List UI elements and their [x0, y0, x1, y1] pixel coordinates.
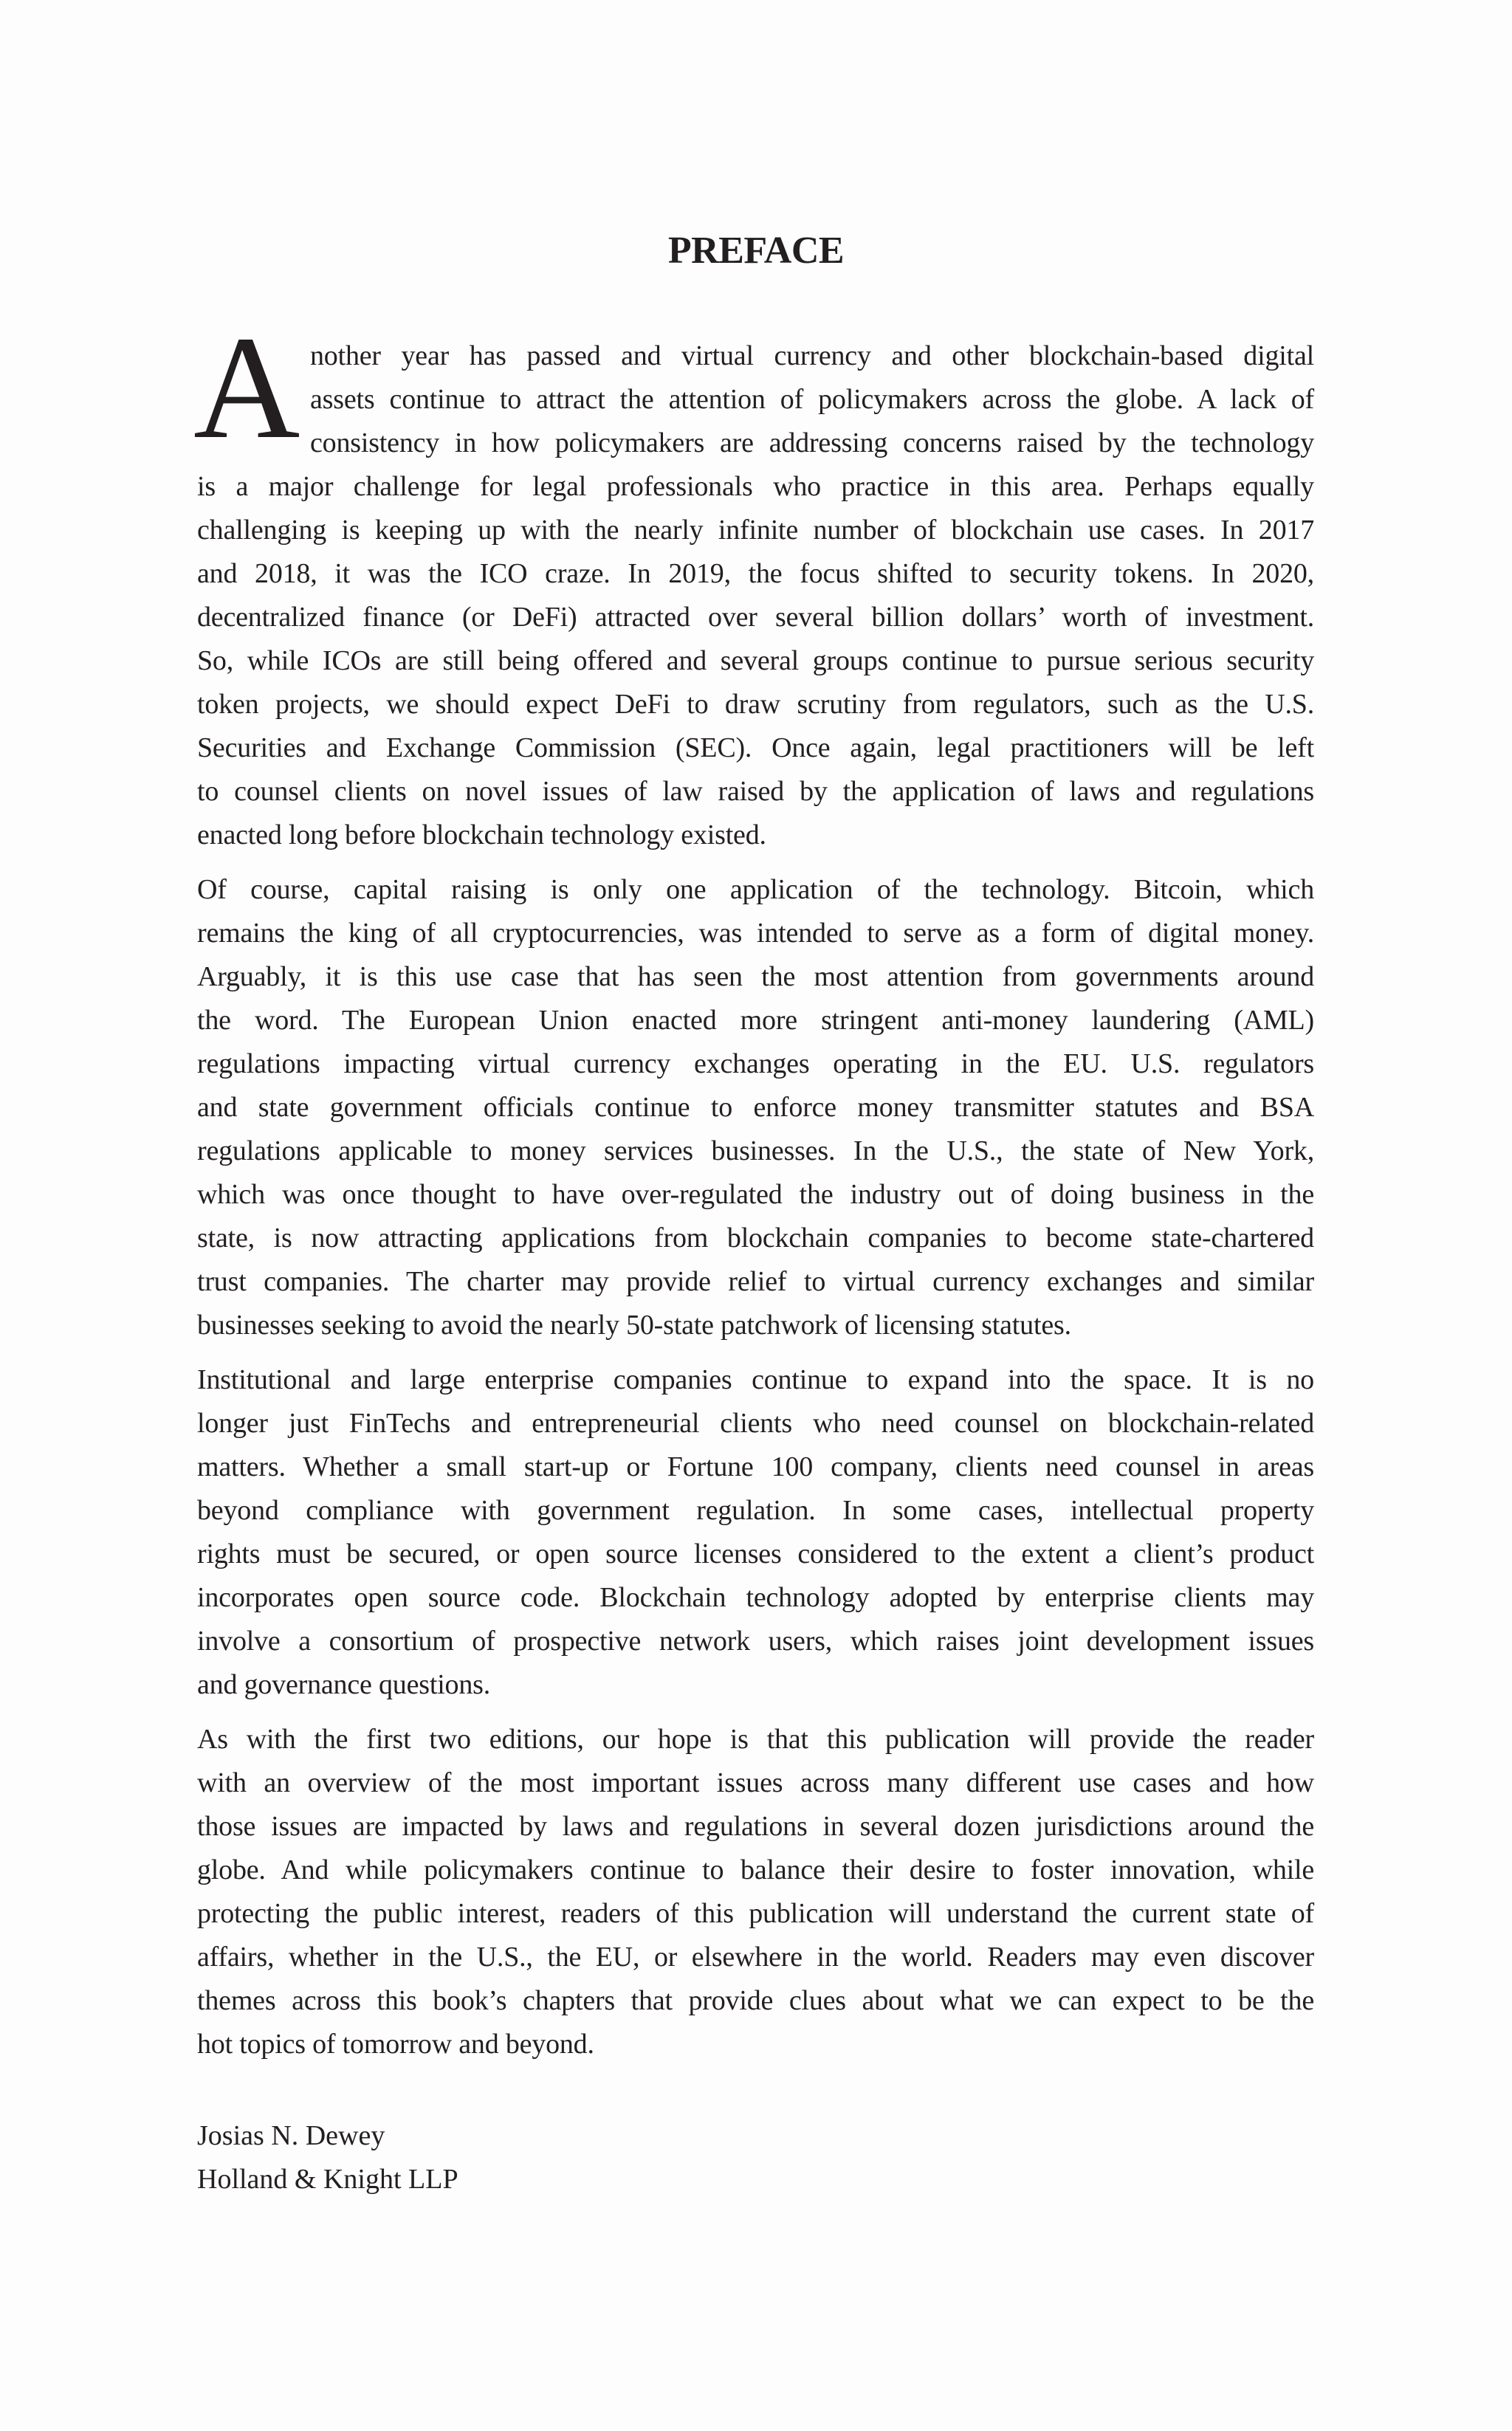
author-firm: Holland & Knight LLP — [197, 2164, 458, 2195]
text-line: So, while ICOs are still being offered and several groups continue to pursue serious security — [197, 645, 1314, 676]
text-line: Institutional and large enterprise companies continue to expand into the space. It is no — [197, 1364, 1314, 1395]
text-line: matters. Whether a small start-up or Fortune 100 company, clients need counsel in areas — [197, 1451, 1314, 1482]
text-line: and state government officials continue to enforce money transmitter statutes and BSA — [197, 1092, 1314, 1123]
text-line: consistency in how policymakers are addressing concerns raised by the technology — [310, 427, 1314, 458]
paragraph — [197, 334, 1314, 857]
drop-cap: A — [193, 306, 300, 470]
text-line: and governance questions. — [197, 1669, 491, 1700]
text-line: the word. The European Union enacted more stringent anti-money laundering (AML) — [197, 1005, 1314, 1036]
text-line: affairs, whether in the U.S., the EU, or elsewhere in the world. Readers may even discover — [197, 1942, 1314, 1973]
text-line: incorporates open source code. Blockchain technology adopted by enterprise clients may — [197, 1582, 1314, 1613]
text-line: decentralized finance (or DeFi) attracted over several billion dollars’ worth of investment. — [197, 602, 1314, 633]
text-line: and 2018, it was the ICO craze. In 2019, the focus shifted to security tokens. In 2020, — [197, 558, 1314, 589]
text-line: As with the first two editions, our hope is that this publication will provide the reader — [197, 1724, 1314, 1755]
text-line: enacted long before blockchain technology existed. — [197, 819, 766, 850]
paragraph — [197, 1358, 1314, 1707]
text-line: token projects, we should expect DeFi to draw scrutiny from regulators, such as the U.S. — [197, 689, 1314, 720]
text-line: longer just FinTechs and entrepreneurial clients who need counsel on blockchain-related — [197, 1408, 1314, 1439]
text-line: protecting the public interest, readers of this publication will understand the current state of — [197, 1898, 1314, 1929]
text-line: those issues are impacted by laws and regulations in several dozen jurisdictions around the — [197, 1811, 1314, 1842]
text-line: assets continue to attract the attention of policymakers across the globe. A lack of — [310, 384, 1314, 415]
paragraph — [197, 868, 1314, 1347]
text-line: Arguably, it is this use case that has seen the most attention from governments around — [197, 961, 1314, 992]
text-line: regulations applicable to money services businesses. In the U.S., the state of New York, — [197, 1135, 1314, 1166]
page-title: PREFACE — [667, 230, 845, 272]
text-line: which was once thought to have over-regulated the industry out of doing business in the — [197, 1179, 1314, 1210]
text-line: themes across this book’s chapters that provide clues about what we can expect to be the — [197, 1985, 1314, 2016]
text-line: rights must be secured, or open source licenses considered to the extent a client’s product — [197, 1538, 1314, 1569]
preface-body — [197, 334, 1314, 2077]
text-line: regulations impacting virtual currency exchanges operating in the EU. U.S. regulators — [197, 1048, 1314, 1079]
text-line: Of course, capital raising is only one application of the technology. Bitcoin, which — [197, 874, 1314, 905]
text-line: involve a consortium of prospective network users, which raises joint development issues — [197, 1626, 1314, 1657]
text-line: remains the king of all cryptocurrencies, was intended to serve as a form of digital money. — [197, 918, 1314, 949]
text-line: beyond compliance with government regulation. In some cases, intellectual property — [197, 1495, 1314, 1526]
text-line: challenging is keeping up with the nearly infinite number of blockchain use cases. In 2017 — [197, 515, 1314, 546]
author-name: Josias N. Dewey — [197, 2120, 385, 2151]
text-line: is a major challenge for legal professionals who practice in this area. Perhaps equally — [197, 471, 1314, 502]
text-line: hot topics of tomorrow and beyond. — [197, 2029, 594, 2060]
text-line: trust companies. The charter may provide relief to virtual currency exchanges and similar — [197, 1266, 1314, 1297]
text-line: globe. And while policymakers continue to balance their desire to foster innovation, while — [197, 1854, 1314, 1885]
text-line: state, is now attracting applications from blockchain companies to become state-chartered — [197, 1223, 1314, 1254]
signature-block — [197, 2114, 458, 2201]
paragraph — [197, 1718, 1314, 2066]
text-line: nother year has passed and virtual currency and other blockchain-based digital — [310, 340, 1314, 371]
text-line: with an overview of the most important issues across many different use cases and how — [197, 1767, 1314, 1798]
text-line: to counsel clients on novel issues of law raised by the application of laws and regulations — [197, 776, 1314, 807]
text-line: Securities and Exchange Commission (SEC). Once again, legal practitioners will be left — [197, 732, 1314, 763]
text-line: businesses seeking to avoid the nearly 50-state patchwork of licensing statutes. — [197, 1310, 1071, 1341]
